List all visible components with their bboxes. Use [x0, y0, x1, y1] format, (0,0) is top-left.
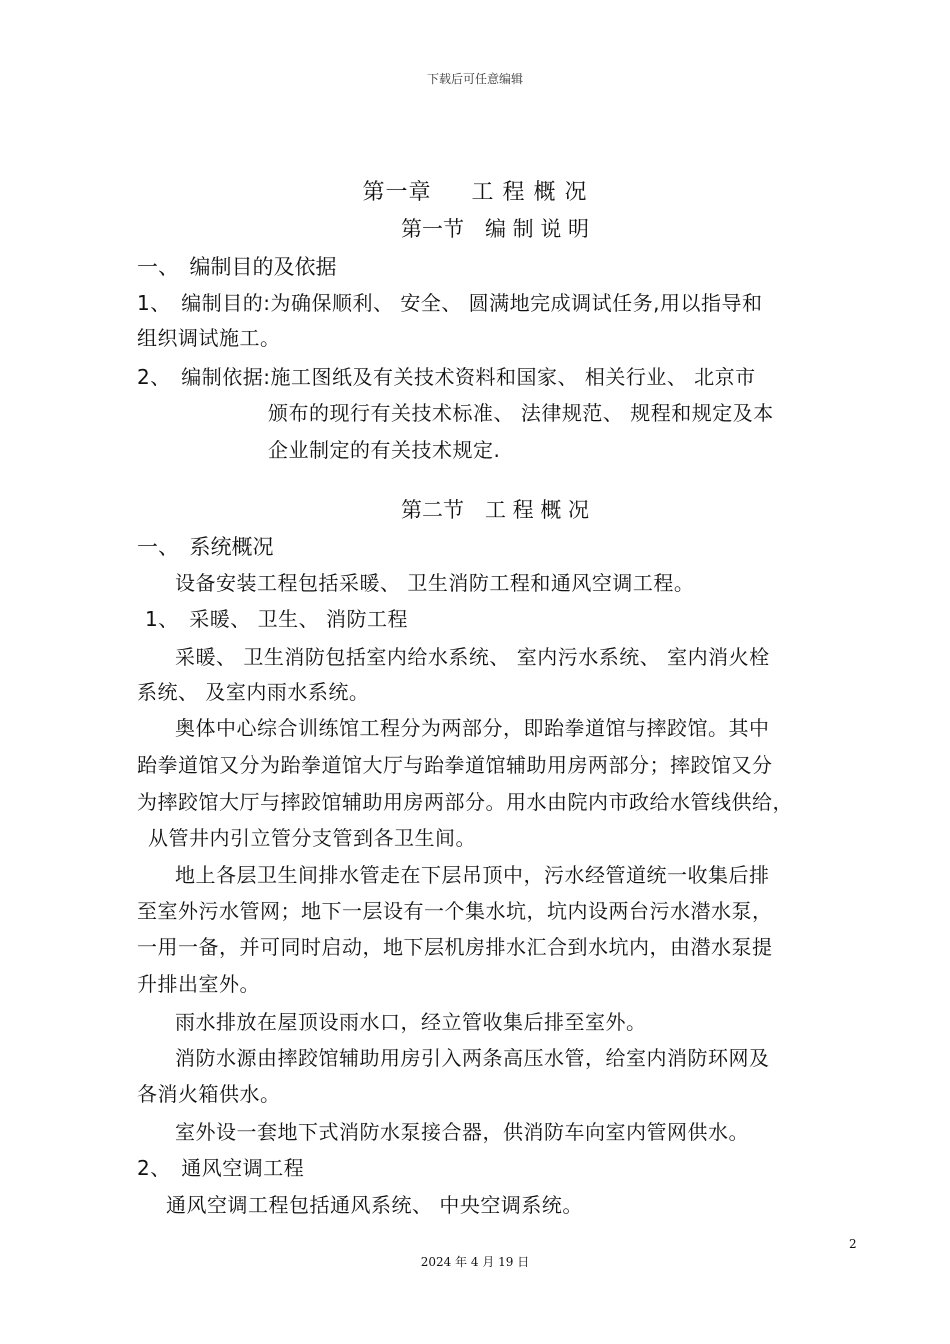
- subheading-1: 1、 采暖、 卫生、 消防工程: [145, 607, 408, 631]
- chapter-name: 工 程 概 况: [471, 180, 588, 205]
- para-6: 室外设一套地下式消防水泵接合器，供消防车向室内管网供水。: [175, 1120, 749, 1144]
- intro-paragraph: 设备安装工程包括采暖、 卫生消防工程和通风空调工程。: [175, 571, 695, 595]
- para-1-line-1: 采暖、 卫生消防包括室内给水系统、 室内污水系统、 室内消火栓: [175, 645, 770, 669]
- chapter-title: [0, 175, 950, 206]
- chapter-number: 第一章: [362, 180, 432, 205]
- section-1-title: 第一节 编 制 说 明: [400, 217, 590, 241]
- para-7: 通风空调工程包括通风系统、 中央空调系统。: [166, 1193, 583, 1217]
- header-note: 下载后可任意编辑: [426, 72, 523, 86]
- section-1-heading: 一、 编制目的及依据: [137, 255, 337, 279]
- para-5-line-2: 各消火箱供水。: [137, 1082, 281, 1106]
- para-1-line-2: 系统、 及室内雨水系统。: [137, 680, 370, 704]
- para-5-line-1: 消防水源由摔跤馆辅助用房引入两条高压水管，给室内消防环网及: [175, 1046, 770, 1070]
- para-3-line-4: 升排出室外。: [137, 972, 260, 996]
- para-2-line-2: 跆拳道馆又分为跆拳道馆大厅与跆拳道馆辅助用房两部分；摔跤馆又分: [137, 753, 773, 777]
- para-2-line-3: 为摔跤馆大厅与摔跤馆辅助用房两部分。用水由院内市政给水管线供给，: [137, 790, 793, 814]
- item-2-line-2: 颁布的现行有关技术标准、 法律规范、 规程和规定及本: [268, 401, 774, 425]
- para-3-line-1: 地上各层卫生间排水管走在下层吊顶中，污水经管道统一收集后排: [175, 863, 770, 887]
- section-2-title: 第二节 工 程 概 况: [400, 498, 590, 522]
- para-4: 雨水排放在屋顶设雨水口，经立管收集后排至室外。: [175, 1010, 647, 1034]
- footer-date: 2024 年 4 月 19 日: [420, 1255, 530, 1269]
- item-1-line-1: 1、 编制目的:为确保顺利、 安全、 圆满地完成调试任务,用以指导和: [137, 291, 763, 315]
- subheading-2: 2、 通风空调工程: [137, 1156, 305, 1180]
- item-2-line-3: 企业制定的有关技术规定.: [268, 438, 501, 462]
- page-number: 2: [849, 1237, 857, 1251]
- section-2-heading: 一、 系统概况: [137, 535, 274, 559]
- para-2-line-1: 奥体中心综合训练馆工程分为两部分，即跆拳道馆与摔跤馆。其中: [175, 716, 770, 740]
- para-2-line-4: 从管井内引立管分支管到各卫生间。: [148, 826, 476, 850]
- para-3-line-2: 至室外污水管网；地下一层设有一个集水坑，坑内设两台污水潜水泵，: [137, 899, 773, 923]
- item-1-line-2: 组织调试施工。: [137, 326, 281, 350]
- para-3-line-3: 一用一备，并可同时启动，地下层机房排水汇合到水坑内，由潜水泵提: [137, 935, 773, 959]
- item-2-line-1: 2、 编制依据:施工图纸及有关技术资料和国家、 相关行业、 北京市: [137, 365, 756, 389]
